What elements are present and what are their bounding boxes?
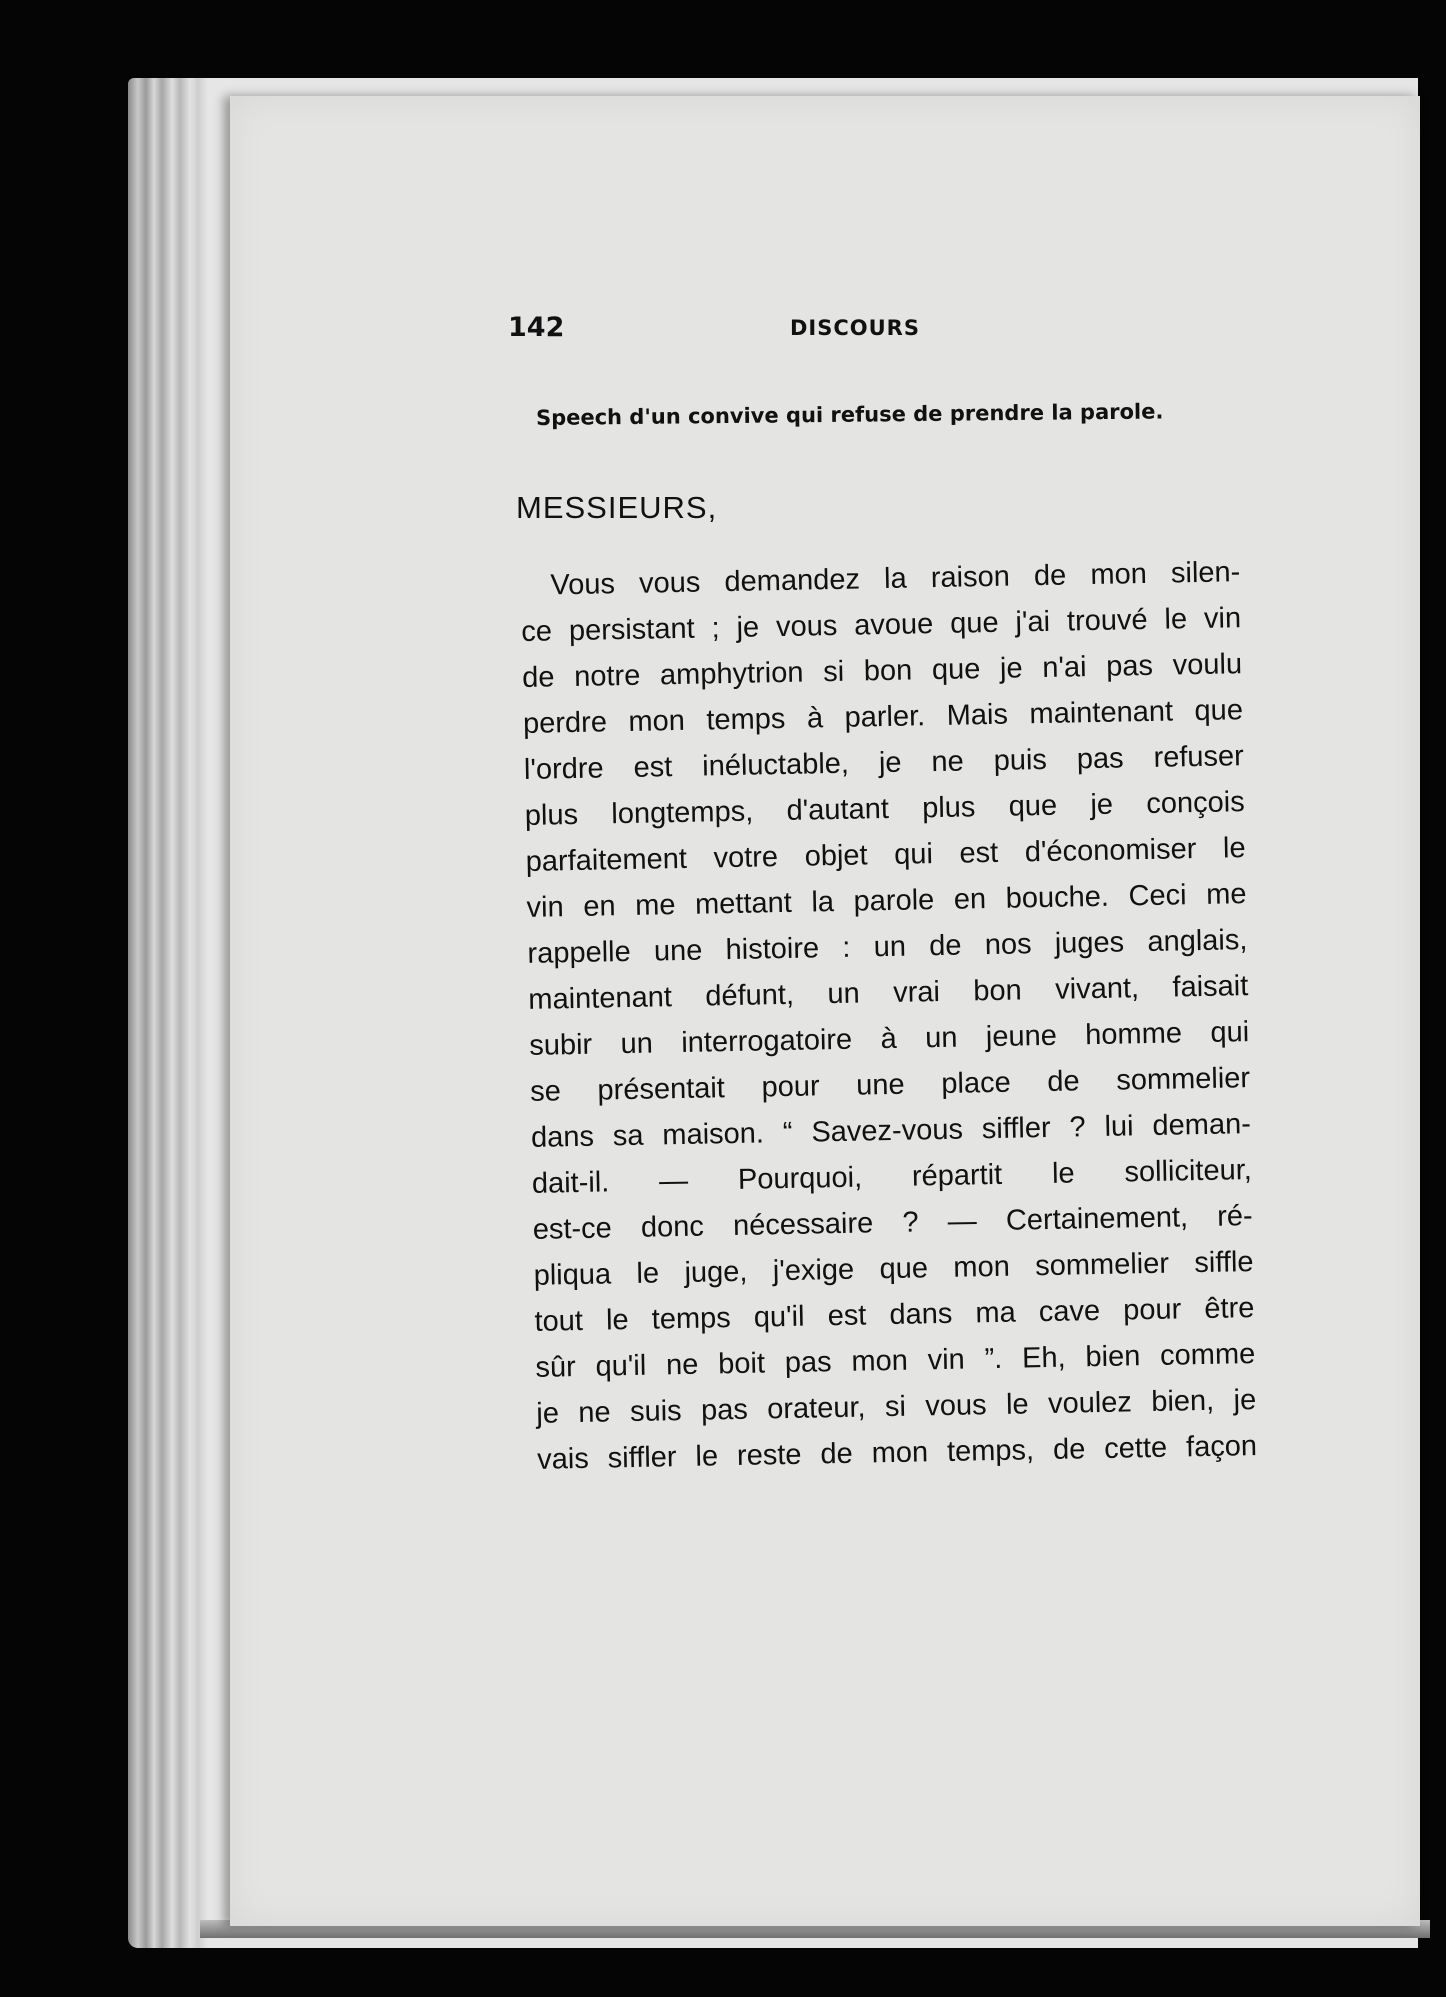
word: à [806, 702, 824, 735]
word: est [827, 1299, 867, 1333]
word: un [924, 1021, 958, 1055]
word: persistant [568, 612, 695, 648]
word: me [1205, 878, 1247, 911]
word: place [941, 1066, 1011, 1101]
word: Vous [550, 568, 616, 602]
word: vous [775, 609, 838, 644]
word: temps, [946, 1434, 1035, 1468]
word: raison [930, 560, 1011, 595]
word: siffler [607, 1441, 677, 1475]
page-number: 142 [508, 312, 565, 343]
word: anglais, [1147, 924, 1248, 959]
word: la [811, 886, 835, 919]
word: ? [902, 1206, 919, 1239]
word: me [634, 889, 676, 922]
word: qu'il [753, 1300, 805, 1334]
word: voulu [1172, 648, 1243, 682]
word: homme [1084, 1017, 1183, 1052]
word: — [947, 1205, 978, 1238]
word: une [653, 934, 703, 968]
word: sa [612, 1119, 644, 1153]
word: histoire [725, 932, 820, 967]
word: je [1233, 1384, 1257, 1417]
word: qui [1210, 1016, 1250, 1049]
word: pas [784, 1346, 832, 1380]
word: cave [1038, 1295, 1101, 1329]
word: l'ordre [523, 752, 604, 786]
word: maintenant [528, 981, 673, 1016]
word: jeune [985, 1019, 1058, 1054]
word: inéluctable, [701, 747, 850, 783]
word: perdre [522, 706, 608, 740]
word: votre [713, 841, 779, 875]
word: sommelier [1115, 1062, 1251, 1097]
word: le [1164, 603, 1188, 636]
word: un [620, 1027, 654, 1061]
word: amphytrion [659, 656, 804, 692]
word: je [999, 652, 1023, 685]
word: mon [851, 1344, 909, 1378]
word: sommelier [1034, 1247, 1170, 1283]
word: ”. [984, 1342, 1003, 1376]
word: bon [863, 654, 913, 688]
word: de [820, 1437, 854, 1471]
word: dans [530, 1120, 595, 1154]
word: ce [521, 615, 553, 648]
word: pour [1122, 1293, 1182, 1327]
word: siffle [1194, 1246, 1254, 1280]
word: je [1090, 788, 1114, 822]
word: pas [700, 1393, 749, 1427]
word: rappelle [527, 935, 631, 970]
word: un [873, 930, 907, 964]
word: que [1008, 789, 1058, 823]
word: vin [1203, 602, 1242, 635]
word: d'économiser [1024, 833, 1197, 869]
word: le [1051, 1157, 1075, 1190]
word: voulez [1047, 1386, 1133, 1421]
word: si [884, 1390, 907, 1424]
word: silen- [1170, 556, 1241, 590]
word: dait-il. [531, 1166, 610, 1200]
word: un [827, 977, 861, 1011]
word: suis [629, 1395, 682, 1429]
word: sûr [535, 1351, 577, 1384]
word: j'ai [1015, 605, 1051, 639]
word: mon [628, 704, 686, 738]
word: mettant [694, 886, 793, 921]
word: Ceci [1128, 879, 1187, 913]
word: est [633, 751, 673, 784]
word: objet [804, 839, 868, 873]
word: solliciteur, [1124, 1154, 1253, 1189]
word: Mais [946, 698, 1009, 732]
word: interrogatoire [680, 1023, 853, 1059]
word: avoue [853, 608, 934, 642]
word: pour [761, 1070, 820, 1104]
word: bouche. [1005, 880, 1110, 915]
word: parfaitement [525, 842, 688, 878]
word: tout [534, 1304, 584, 1338]
word: de [1033, 559, 1067, 593]
word: longtemps, [611, 795, 754, 831]
word: Savez-vous [811, 1113, 964, 1149]
word: Eh, [1021, 1341, 1066, 1375]
word: plus [921, 791, 976, 825]
word: la [883, 562, 907, 596]
word: vous [638, 566, 701, 600]
word: en [953, 883, 987, 916]
word: ; [711, 612, 720, 645]
word: mon [953, 1250, 1011, 1284]
word: demandez [724, 563, 861, 599]
word: vivant, [1054, 972, 1140, 1006]
word: j'exige [772, 1253, 855, 1288]
word: être [1204, 1292, 1255, 1325]
word: de [521, 661, 555, 694]
word: dans [889, 1297, 953, 1332]
word: que [1194, 694, 1244, 728]
word: je [736, 611, 760, 644]
word: ne [931, 745, 965, 779]
word: une [855, 1068, 905, 1102]
word: subir [528, 1028, 593, 1062]
word: pas [1076, 742, 1124, 776]
word: de [1052, 1433, 1086, 1466]
word: donc [640, 1210, 705, 1244]
word: trouvé [1066, 603, 1148, 638]
word: vais [536, 1442, 590, 1476]
word: se [529, 1075, 562, 1108]
word: ? [1069, 1111, 1086, 1144]
page-header [508, 312, 948, 352]
word: : [842, 931, 851, 964]
word: le [695, 1440, 719, 1473]
word: en [583, 890, 616, 923]
word: je [878, 746, 902, 780]
word: temps [651, 1302, 732, 1336]
word: est [959, 836, 999, 870]
word: reste [736, 1438, 802, 1472]
word: est-ce [532, 1212, 613, 1246]
word: mon [1090, 557, 1148, 592]
word: défunt, [705, 978, 795, 1013]
word: Certainement, [1005, 1201, 1189, 1237]
word: vrai [892, 976, 941, 1009]
word: deman- [1152, 1108, 1252, 1142]
word: que [879, 1252, 929, 1286]
word: pliqua [533, 1258, 612, 1292]
word: conçois [1146, 786, 1245, 821]
word: vous [925, 1389, 987, 1423]
word: que [949, 606, 999, 640]
word: plus [524, 798, 579, 832]
word: nécessaire [732, 1207, 874, 1243]
word: que [931, 653, 981, 687]
word: temps [706, 702, 786, 737]
word: si [822, 655, 845, 689]
word: lui [1104, 1110, 1134, 1143]
word: siffler [981, 1111, 1051, 1146]
word: d'autant [786, 792, 890, 827]
word: le [605, 1304, 629, 1337]
word: puis [993, 743, 1048, 777]
word: ne [665, 1348, 699, 1382]
word: vin [927, 1343, 966, 1377]
word: maison. [662, 1117, 765, 1152]
word: cette [1103, 1431, 1168, 1465]
speech-title: Speech d'un convive qui refuse de prendre la parole. [535, 399, 1164, 430]
word: comme [1159, 1338, 1256, 1372]
word: “ [782, 1116, 793, 1150]
word: parler. [844, 700, 926, 734]
word: qu'il [595, 1349, 647, 1383]
word: bon [973, 974, 1023, 1008]
word: juges [1054, 926, 1125, 960]
word: de [928, 929, 962, 963]
word: le [1005, 1388, 1029, 1421]
running-head: DISCOURS [790, 316, 920, 340]
word: maintenant [1029, 695, 1174, 731]
word: bien, [1151, 1384, 1215, 1419]
body-text [520, 549, 1258, 1483]
word: boit [717, 1347, 766, 1381]
word: vin [526, 891, 565, 924]
word: parole [853, 884, 935, 918]
salutation: MESSIEURS, [516, 490, 718, 525]
word: — [658, 1164, 689, 1198]
word: bien [1085, 1340, 1141, 1374]
word: faisait [1172, 970, 1249, 1004]
word: répartit [911, 1158, 1003, 1193]
word: orateur, [766, 1391, 866, 1426]
word: nos [984, 928, 1032, 962]
word: je [536, 1397, 560, 1430]
word: mon [871, 1436, 929, 1470]
word: présentait [597, 1072, 726, 1107]
word: façon [1185, 1430, 1258, 1464]
word: le [636, 1257, 660, 1290]
word: juge, [684, 1255, 748, 1289]
word: le [1222, 832, 1246, 865]
word: refuser [1153, 740, 1245, 774]
word: ma [975, 1296, 1017, 1330]
word: Pourquoi, [737, 1161, 863, 1196]
word: notre [573, 659, 641, 693]
word: de [1047, 1065, 1080, 1098]
word: pas [1105, 649, 1154, 683]
word: n'ai [1041, 651, 1087, 684]
word: à [880, 1022, 898, 1056]
word: qui [893, 838, 934, 871]
word: ré- [1216, 1200, 1253, 1233]
word: ne [578, 1396, 611, 1430]
